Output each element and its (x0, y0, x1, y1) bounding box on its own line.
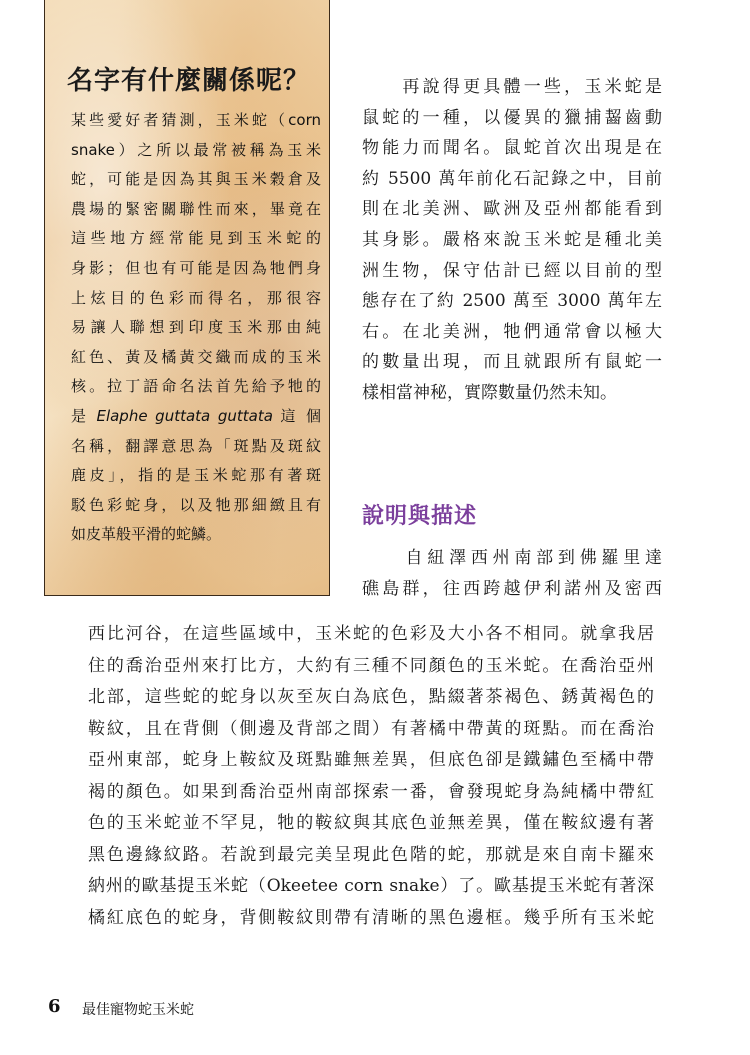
sidebar-line: 這些地方經常能見到玉米蛇的 (71, 229, 321, 248)
body-line: 亞州東部，蛇身上鞍紋及斑點雖無差異，但底色卻是鐵鏽色至橘中帶 (88, 750, 654, 770)
sidebar-line: 某些愛好者猜測，玉米蛇（corn (71, 111, 321, 129)
sidebar-line: 駁色彩蛇身，以及牠那細緻且有 (71, 495, 321, 514)
body-line: 約 5500 萬年前化石記錄之中，目前 (362, 168, 662, 189)
sidebar-line: 紅色、黃及橘黃交織而成的玉米 (71, 347, 321, 366)
body-line: 態存在了約 2500 萬至 3000 萬年左 (362, 291, 662, 312)
sidebar-box (44, 0, 330, 596)
sidebar-line: 身影；但也有可能是因為牠們身 (71, 258, 321, 277)
body-line: 北部，這些蛇的蛇身以灰至灰白為底色，點綴著茶褐色、銹黃褐色的 (88, 687, 654, 707)
sidebar-line: 蛇，可能是因為其與玉米穀倉及 (71, 170, 321, 189)
sidebar-line-prefix: 是 (71, 406, 97, 425)
body-line: 礁島群，往西跨越伊利諾州及密西 (362, 578, 662, 599)
intro-paragraph (362, 72, 662, 409)
sidebar-body (71, 106, 321, 550)
section-heading: 說明與描述 (362, 504, 478, 529)
sidebar-line: 農場的緊密關聯性而來，畢竟在 (71, 199, 321, 218)
sidebar-line: 名稱，翻譯意思為「斑點及斑紋 (71, 436, 321, 455)
latin-name: Elaphe guttata guttata (96, 406, 273, 425)
body-line: 樣相當神秘，實際數量仍然未知。 (362, 382, 617, 403)
sidebar-title: 名字有什麼關係呢？ (67, 66, 311, 96)
body-line: 洲生物，保守估計已經以目前的型 (362, 260, 662, 281)
sidebar-line: 上炫目的色彩而得名，那很容 (71, 288, 321, 307)
sidebar-line-latin-name (71, 402, 321, 432)
sidebar-line: snake）之所以最常被稱為玉米 (71, 140, 321, 159)
sidebar-line-suffix: 這 個 (272, 406, 321, 425)
sidebar-line: 核。拉丁語命名法首先給予牠的 (71, 377, 321, 396)
body-line: 住的喬治亞州來打比方，大約有三種不同顏色的玉米蛇。在喬治亞州 (88, 655, 654, 676)
body-line: 右。在北美洲，牠們通常會以極大 (362, 321, 662, 342)
body-line: 西比河谷，在這些區域中，玉米蛇的色彩及大小各不相同。就拿我居 (88, 624, 654, 644)
sidebar-line: 易讓人聯想到印度玉米那由純 (71, 318, 321, 337)
section-paragraph-start (362, 543, 662, 604)
body-line: 鼠蛇的一種，以優異的獵捕齧齒動 (362, 107, 662, 128)
body-line: 的數量出現，而且就跟所有鼠蛇一 (362, 352, 662, 373)
sidebar-line: 如皮革般平滑的蛇鱗。 (71, 525, 222, 544)
body-line: 物能力而聞名。鼠蛇首次出現是在 (362, 138, 662, 159)
sidebar-line: 鹿皮」，指的是玉米蛇那有著斑 (71, 466, 321, 485)
body-line: 鞍紋，且在背側（側邊及背部之間）有著橘中帶黃的斑點。而在喬治 (88, 718, 654, 739)
body-line: 色的玉米蛇並不罕見，牠的鞍紋與其底色並無差異，僅在鞍紋邊有著 (88, 813, 654, 833)
body-line: 納州的歐基提玉米蛇（Okeetee corn snake）了。歐基提玉米蛇有著深 (88, 876, 654, 896)
body-line: 橘紅底色的蛇身，背側鞍紋則帶有清晰的黑色邊框。幾乎所有玉米蛇 (88, 907, 654, 928)
running-footer-title: 最佳寵物蛇玉米蛇 (82, 1002, 194, 1018)
section-paragraph-continued (88, 619, 654, 934)
body-line: 黑色邊緣紋路。若說到最完美呈現此色階的蛇，那就是來自南卡羅來 (88, 844, 654, 865)
body-line: 其身影。嚴格來說玉米蛇是種北美 (362, 229, 662, 250)
body-line: 褐的顏色。如果到喬治亞州南部探索一番，會發現蛇身為純橘中帶紅 (88, 781, 654, 802)
body-line: 自紐澤西州南部到佛羅里達 (362, 548, 662, 568)
body-line: 則在北美洲、歐洲及亞州都能看到 (362, 199, 662, 220)
body-line: 再說得更具體一些，玉米蛇是 (362, 77, 662, 97)
page-number: 6 (48, 996, 61, 1017)
